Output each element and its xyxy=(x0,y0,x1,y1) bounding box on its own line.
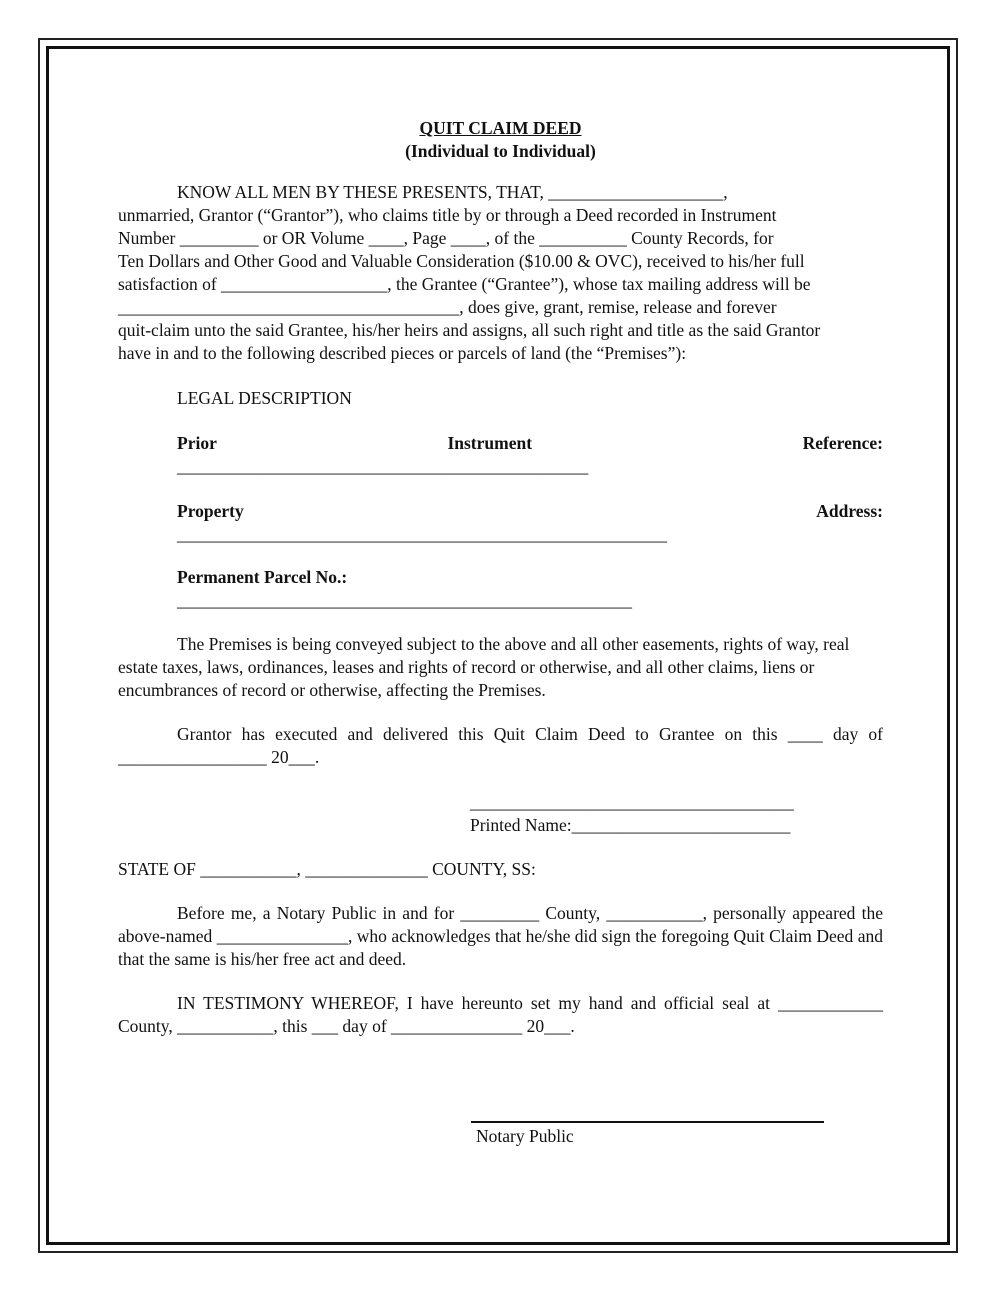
intro-line: quit-claim unto the said Grantee, his/her heirs and assigns, all such right and title as the said Grantor xyxy=(118,320,821,340)
legal-description-heading: LEGAL DESCRIPTION xyxy=(177,388,352,408)
state-county-line: STATE OF ___________, ______________ COUNTY, SS: xyxy=(118,859,536,879)
prior-instrument-reference-row xyxy=(177,432,883,455)
document-subtitle: (Individual to Individual) xyxy=(405,141,596,161)
intro-line: satisfaction of ___________________, the Grantee (“Grantee”), whose tax mailing address will be xyxy=(118,274,811,294)
grantor-signature-line: _____________________________________ xyxy=(470,792,794,812)
printed-name-line: Printed Name:_________________________ xyxy=(470,815,791,835)
notary-signature-line xyxy=(471,1121,824,1123)
premises-paragraph: The Premises is being conveyed subject to the above and all other easements, rights of way, real estate taxes, laws, ordinances, leases and rights of record or otherwise, and all other claims, liens or encumbrances of record or otherwise, affecting the Premises. xyxy=(118,634,850,700)
document-title: QUIT CLAIM DEED xyxy=(419,118,582,138)
prior-label: Prior xyxy=(177,433,217,453)
property-address-row xyxy=(177,500,883,523)
property-label: Property xyxy=(177,501,244,521)
notary-public-label: Notary Public xyxy=(476,1126,574,1146)
instrument-label: Instrument xyxy=(447,433,533,453)
parcel-blank: ____________________________________________________ xyxy=(177,590,632,610)
intro-line: Number _________ or OR Volume ____, Page ____, of the __________ County Records, for xyxy=(118,228,774,248)
property-address-blank: ________________________________________________________ xyxy=(177,524,667,544)
reference-label: Reference: xyxy=(802,433,883,453)
intro-line: Ten Dollars and Other Good and Valuable Consideration ($10.00 & OVC), received to his/her full xyxy=(118,251,805,271)
intro-line: have in and to the following described pieces or parcels of land (the “Premises”): xyxy=(118,343,687,363)
notary-acknowledgment-paragraph: Before me, a Notary Public in and for _________ County, ___________, personally appeared the above-named _______________, who acknowledges that he/she did sign the foregoing Quit Claim Deed and that the same is his/her free act and deed. xyxy=(118,903,883,969)
prior-reference-blank: _______________________________________________ xyxy=(177,456,589,476)
executed-paragraph: Grantor has executed and delivered this Quit Claim Deed to Grantee on this ____ day of _________________ 20___. xyxy=(118,724,883,767)
address-label: Address: xyxy=(816,501,883,521)
intro-line: KNOW ALL MEN BY THESE PRESENTS, THAT, ____________________, xyxy=(177,182,728,202)
testimony-paragraph: IN TESTIMONY WHEREOF, I have hereunto set my hand and official seal at ____________ County, ___________, this ___ day of _______________ 20___. xyxy=(118,993,883,1036)
parcel-label: Permanent Parcel No.: xyxy=(177,567,348,587)
intro-paragraph xyxy=(118,181,883,365)
deed-document xyxy=(118,117,883,1038)
intro-line: unmarried, Grantor (“Grantor”), who claims title by or through a Deed recorded in Instrument xyxy=(118,205,777,225)
intro-line: _______________________________________, does give, grant, remise, release and forever xyxy=(118,297,777,317)
